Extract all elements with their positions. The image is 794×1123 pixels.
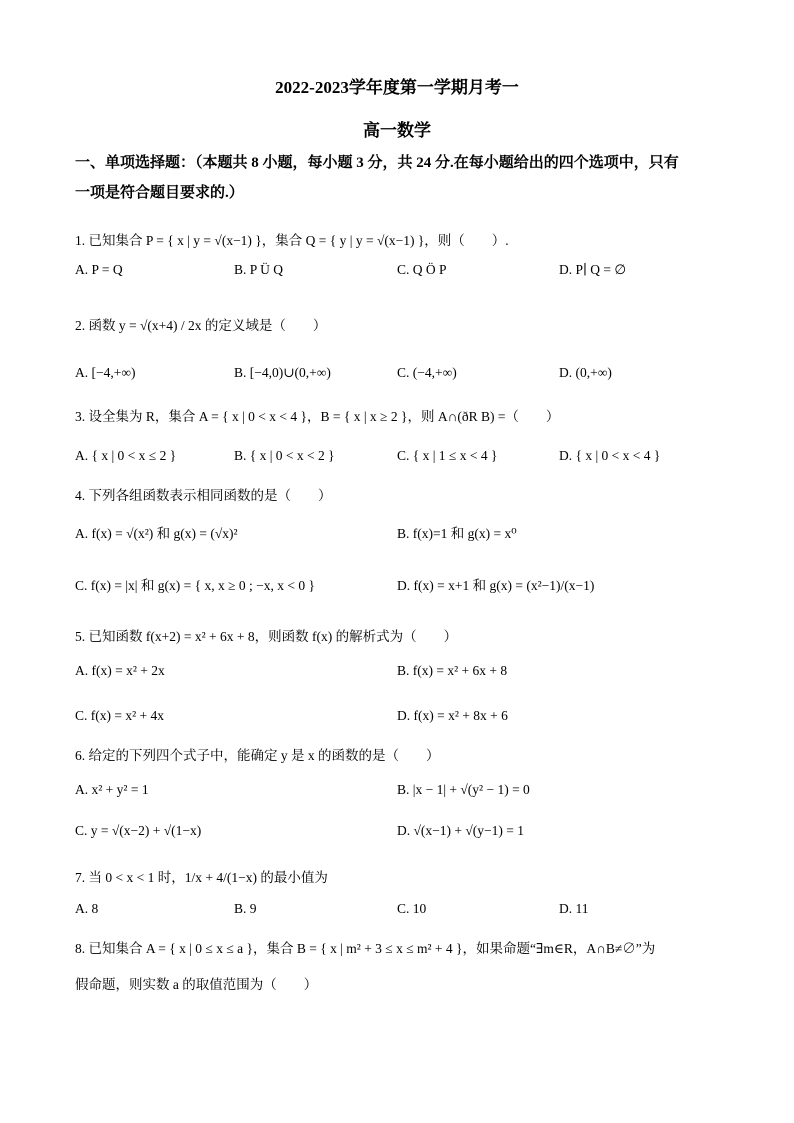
- section-heading-line2: 一项是符合题目要求的.）: [75, 185, 244, 201]
- question-3-stem: 3. 设全集为 R，集合 A = { x | 0 < x < 4 }，B = { x | x ≥ 2 }，则 A∩(ðR B) =（ ）: [75, 409, 560, 424]
- question-5-option-a: A. f(x) = x² + 2x: [75, 663, 165, 678]
- question-6-option-c: C. y = √(x−2) + √(1−x): [75, 823, 202, 838]
- question-5-option-d: D. f(x) = x² + 8x + 6: [397, 708, 508, 723]
- question-3-option-b: B. { x | 0 < x < 2 }: [234, 448, 335, 463]
- question-6-option-b: B. |x − 1| + √(y² − 1) = 0: [397, 782, 530, 797]
- question-1-option-a: A. P = Q: [75, 262, 123, 277]
- question-1-option-c: C. Q Ö P: [397, 262, 447, 277]
- question-3-option-c: C. { x | 1 ≤ x < 4 }: [397, 448, 498, 463]
- question-2-option-b: B. [−4,0)∪(0,+∞): [234, 365, 331, 380]
- section-heading-line1: 一、单项选择题：（本题共 8 小题，每小题 3 分，共 24 分.在每小题给出的四个选项中，只有: [75, 155, 679, 171]
- question-7-option-a: A. 8: [75, 901, 99, 916]
- question-2-option-c: C. (−4,+∞): [397, 365, 457, 380]
- question-8-stem: 8. 已知集合 A = { x | 0 ≤ x ≤ a }，集合 B = { x | m² + 3 ≤ x ≤ m² + 4 }，如果命题“∃m∈R，A∩B≠∅”为: [75, 941, 656, 956]
- question-1-option-b: B. P Ü Q: [234, 262, 284, 277]
- question-6-option-d: D. √(x−1) + √(y−1) = 1: [397, 823, 525, 838]
- question-6-option-a: A. x² + y² = 1: [75, 782, 149, 797]
- exam-title: 2022-2023学年度第一学期月考一: [275, 78, 519, 97]
- question-2-option-d: D. (0,+∞): [559, 365, 612, 380]
- question-7-option-b: B. 9: [234, 901, 257, 916]
- question-4-stem: 4. 下列各组函数表示相同函数的是（ ）: [75, 488, 332, 503]
- question-2-option-a: A. [−4,+∞): [75, 365, 136, 380]
- question-7-option-d: D. 11: [559, 901, 589, 916]
- question-6-stem: 6. 给定的下列四个式子中，能确定 y 是 x 的函数的是（ ）: [75, 748, 440, 763]
- question-4-option-d: D. f(x) = x+1 和 g(x) = (x²−1)/(x−1): [397, 578, 595, 593]
- question-4-option-a: A. f(x) = √(x²) 和 g(x) = (√x)²: [75, 526, 238, 541]
- question-5-option-c: C. f(x) = x² + 4x: [75, 708, 165, 723]
- question-5-stem: 5. 已知函数 f(x+2) = x² + 6x + 8，则函数 f(x) 的解析式为（ ）: [75, 629, 458, 644]
- question-3-option-d: D. { x | 0 < x < 4 }: [559, 448, 661, 463]
- question-2-stem: 2. 函数 y = √(x+4) / 2x 的定义域是（ ）: [75, 318, 327, 333]
- question-4-option-c: C. f(x) = |x| 和 g(x) = { x, x ≥ 0 ; −x, x < 0 }: [75, 578, 315, 593]
- question-1-option-d: D. P∣ Q = ∅: [559, 262, 627, 277]
- question-5-option-b: B. f(x) = x² + 6x + 8: [397, 663, 508, 678]
- question-7-stem: 7. 当 0 < x < 1 时，1/x + 4/(1−x) 的最小值为: [75, 870, 328, 885]
- question-8-stem-continued: 假命题，则实数 a 的取值范围为（ ）: [75, 977, 318, 992]
- question-7-option-c: C. 10: [397, 901, 427, 916]
- question-3-option-a: A. { x | 0 < x ≤ 2 }: [75, 448, 177, 463]
- question-4-option-b: B. f(x)=1 和 g(x) = x⁰: [397, 526, 517, 541]
- exam-subtitle: 高一数学: [363, 121, 431, 140]
- question-1-stem: 1. 已知集合 P = { x | y = √(x−1) }，集合 Q = { y | y = √(x−1) }，则（ ）.: [75, 233, 509, 248]
